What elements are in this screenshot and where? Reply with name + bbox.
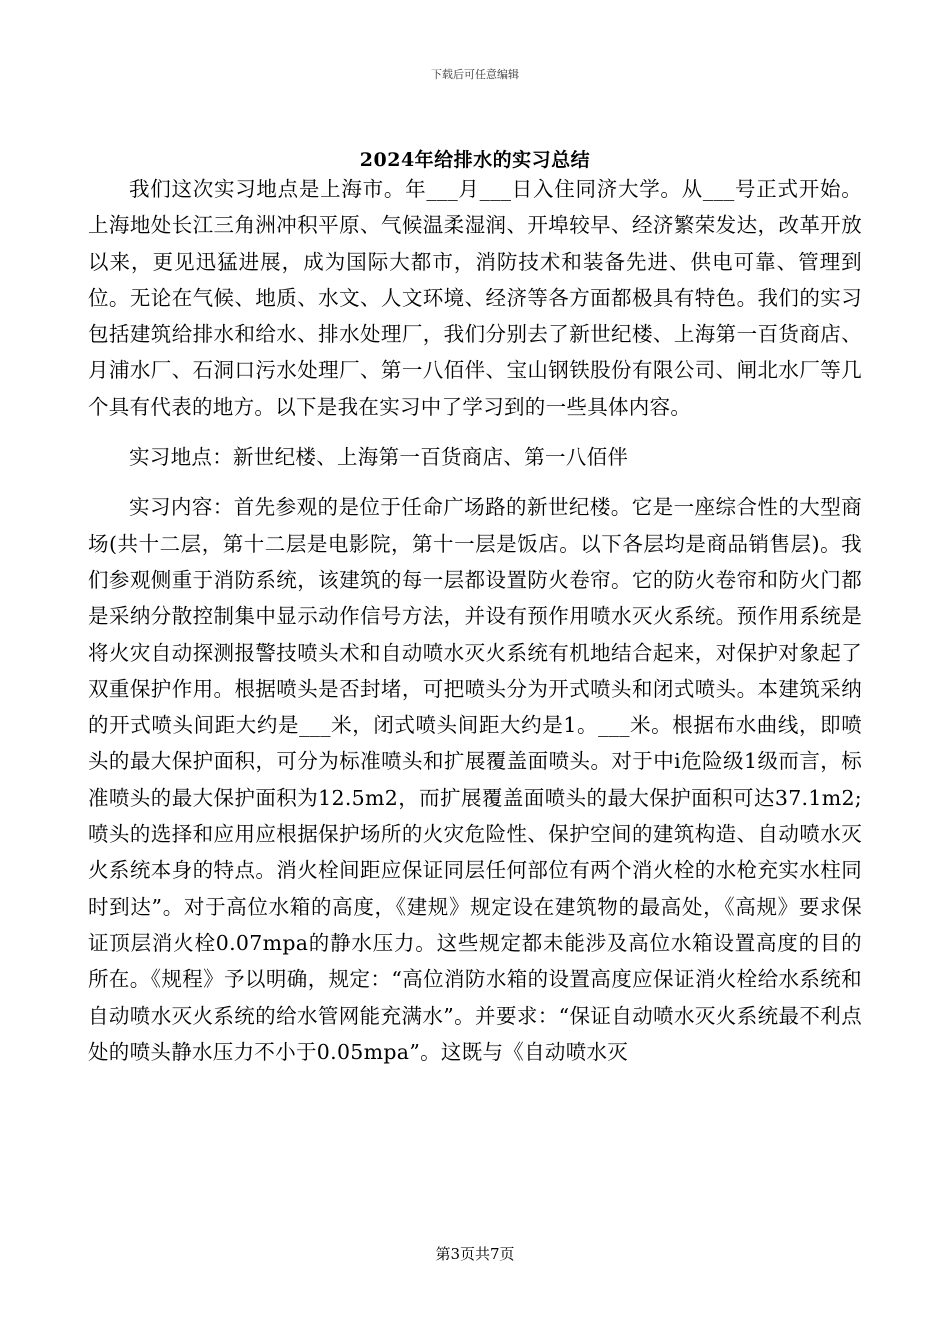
document-title: 2024年给排水的实习总结 [359,149,591,171]
paragraph-intro: 我们这次实习地点是上海市。年___月___日入住同济大学。从___号正式开始。上海地处长江三角洲冲积平原、气候温柔湿润、开埠较早、经济繁荣发达，改革开放以来，更见迅猛进展，成为国际大都市，消防技术和装备先进、供电可靠、管理到位。无论在气候、地质、水文、人文环境、经济等各方面都极具有特色。我们的实习包括建筑给排水和给水、排水处理厂，我们分别去了新世纪楼、上海第一百货商店、月浦水厂、石洞口污水处理厂、第一八佰伴、宝山钢铁股份有限公司、闸北水厂等几个具有代表的地方。以下是我在实习中了学习到的一些具体内容。 [88,177,862,419]
page-number: 第3页共7页 [435,1245,515,1263]
paragraph-content: 实习内容：首先参观的是位于任命广场路的新世纪楼。它是一座综合性的大型商场(共十二层，第十二层是电影院，第十一层是饭店。以下各层均是商品销售层)。我们参观侧重于消防系统，该建筑的每一层都设置防火卷帘。它的防火卷帘和防火门都是采纳分散控制集中显示动作信号方法，并设有预作用喷水灭火系统。预作用系统是将火灾自动探测报警技喷头术和自动喷水灭火系统有机地结合起来，对保护对象起了双重保护作用。根据喷头是否封堵，可把喷头分为开式喷头和闭式喷头。本建筑采纳的开式喷头间距大约是___米，闭式喷头间距大约是1。___米。根据布水曲线，即喷头的最大保护面积，可分为标准喷头和扩展覆盖面喷头。对于中i危险级1级而言，标准喷头的最大保护面积为12.5m2，而扩展覆盖面喷头的最大保护面积可达37.1m2;喷头的选择和应用应根据保护场所的火灾危险性、保护空间的建筑构造、自动喷水灭火系统本身的特点。消火栓间距应保证同层任何部位有两个消火栓的水枪充实水柱同时到达”。对于高位水箱的高度，《建规》规定设在建筑物的最高处，《高规》要求保证顶层消火栓0.07mpa的静水压力。这些规定都未能涉及高位水箱设置高度的目的所在。《规程》予以明确，规定：“高位消防水箱的设置高度应保证消火栓给水系统和自动喷水灭火系统的给水管网能充满水”。并要求：“保证自动喷水灭火系统最不利点处的喷头静水压力不小于0.05mpa”。这既与《自动喷水灭 [88,495,862,1064]
header-note: 下载后可任意编辑 [431,68,519,81]
paragraph-location: 实习地点：新世纪楼、上海第一百货商店、第一八佰伴 [129,445,629,470]
document-body [88,171,862,1070]
